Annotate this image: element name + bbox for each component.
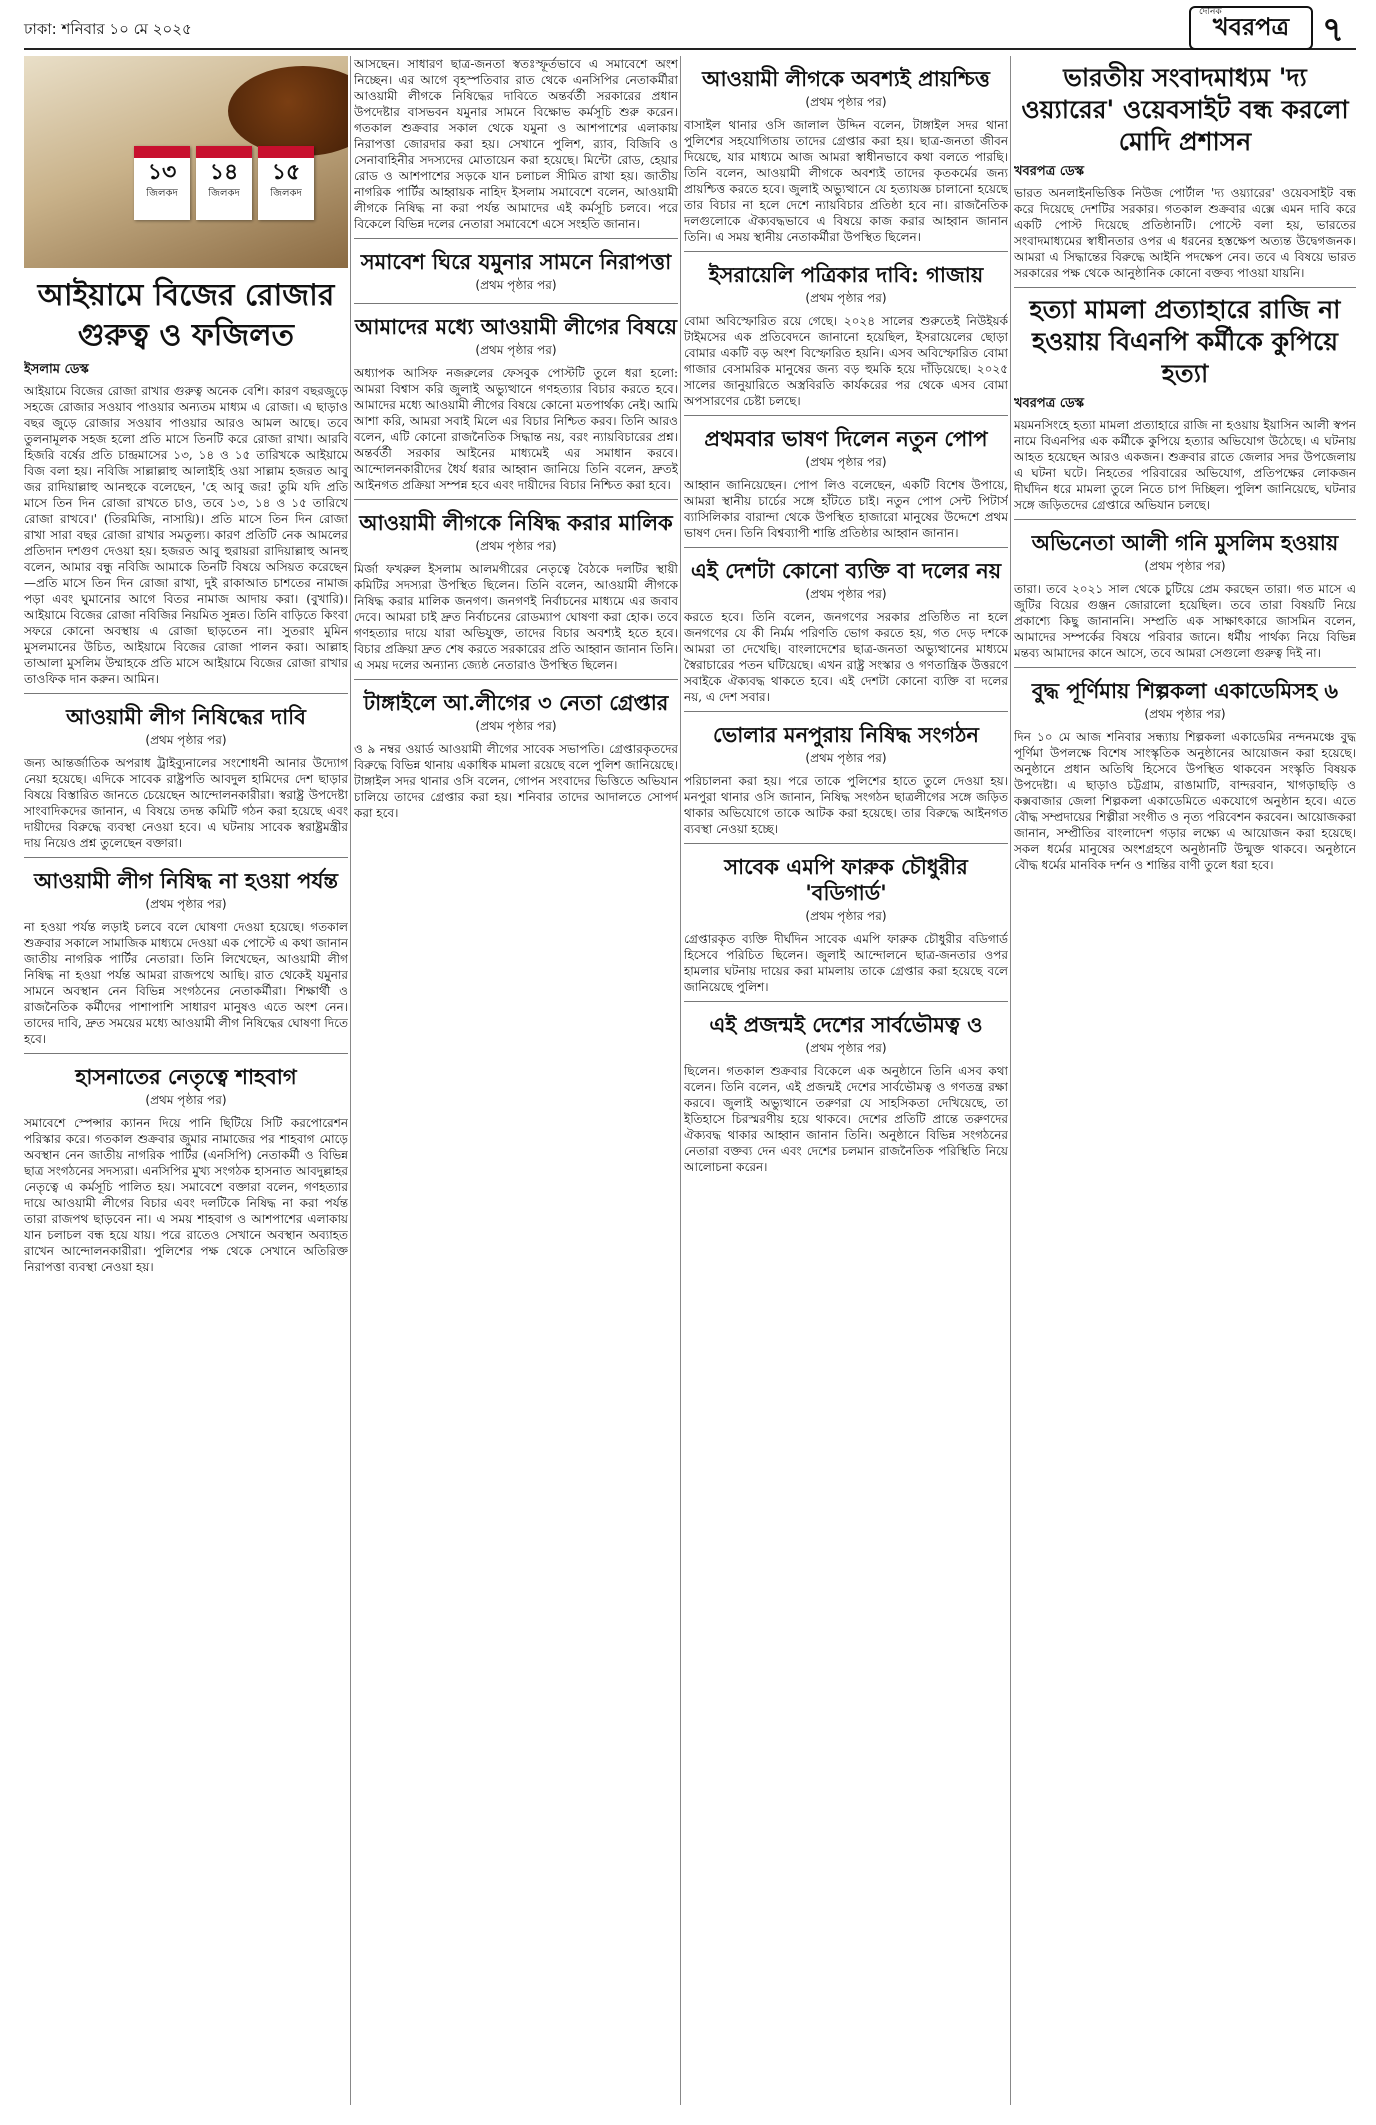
paper-logo — [1189, 6, 1313, 50]
headline: আওয়ামী লীগ নিষিদ্ধের দাবি — [66, 704, 306, 729]
headline: হত্যা মামলা প্রত্যাহারে রাজি না হওয়ায় বিএনপি কর্মীকে কুপিয়ে হত্যা — [1029, 295, 1341, 388]
desk-credit: খবরপত্র ডেস্ক — [1014, 164, 1085, 179]
calendar-page — [196, 146, 252, 220]
article-body: করতে হবে। তিনি বলেন, জনগণের সরকার প্রতিষ্ঠিত না হলে জনগণের যে কী নির্মম পরিণতি ভোগ করতে হয়, গত দেড় দশকে আমরা তা দেখেছি। বাংলাদেশের ছাত্র-জনতা অভ্যুত্থানের মাধ্যমে স্বৈরাচারের পতন ঘটিয়েছে। এখন রাষ্ট্র সংস্কার ও গণতান্ত্রিক উত্তরণে সবাইকে ঐক্যবদ্ধ থাকতে হবে। এই দেশটা কোনো ব্যক্তি বা দলের নয়, এ দেশ সবার। — [684, 610, 1008, 704]
article-body: মির্জা ফখরুল ইসলাম আলমগীরের নেতৃত্বে বৈঠকে দলটির স্থায়ী কমিটির সদস্যরা উপস্থিত ছিলেন। তিনি বলেন, আওয়ামী লীগকে নিষিদ্ধ করার মালিক জনগণ। জনগণই নির্বাচনের মাধ্যমে এর জবাব দেবে। আমরা চাই দ্রুত নির্বাচনের রোডম্যাপ ঘোষণা করা হোক। তবে গণহত্যার দায়ে যারা অভিযুক্ত, তাদের বিচার অবশ্যই হতে হবে। বিচার প্রক্রিয়া দ্রুত শেষ করতে সরকারের প্রতি আহ্বান জানান তিনি। এ সময় দলের অন্যান্য জ্যেষ্ঠ নেতারাও উপস্থিত ছিলেন। — [354, 562, 678, 672]
column-3 — [684, 56, 1008, 2105]
calendar-date: ১৪ — [209, 160, 239, 185]
jump-line: (প্রথম পৃষ্ঠার পর) — [805, 1041, 887, 1055]
jump-line: (প্রথম পৃষ্ঠার পর) — [1144, 707, 1226, 721]
jump-line: (প্রথম পৃষ্ঠার পর) — [805, 291, 887, 305]
article-divider — [24, 1053, 348, 1054]
article-divider — [354, 679, 678, 680]
article-divider — [24, 857, 348, 858]
article-body: ভারত অনলাইনভিত্তিক নিউজ পোর্টাল 'দ্য ওয়্যারের' ওয়েবসাইট বন্ধ করে দিয়েছে দেশটির সরকার। গতকাল শুক্রবার এক্সে এমন দাবি করে একটি পোস্ট দিয়েছে প্রতিষ্ঠানটি। পোস্টে বলা হয়, ভারতের সংবাদমাধ্যমের স্বাধীনতার ওপর এ ধরনের হস্তক্ষেপ অত্যন্ত উদ্বেগজনক। আমরা এ সিদ্ধান্তের বিরুদ্ধে আইনি পদক্ষেপ নেব। তবে এ বিষয়ে ভারত সরকারের পক্ষ থেকে আনুষ্ঠানিক কোনো বক্তব্য পাওয়া যায়নি। — [1014, 186, 1356, 280]
article-body: সমাবেশে স্পেন্সার ক্যানন দিয়ে পানি ছিটিয়ে সিটি করপোরেশন পরিস্কার করে। গতকাল শুক্রবার জুমার নামাজের পর শাহবাগ মোড়ে অবস্থান নেন জাতীয় নাগরিক পার্টির (এনসিপি) নেতাকর্মী ও বিভিন্ন ছাত্র সংগঠনের সদস্যরা। এনসিপির মুখ্য সংগঠক হাসনাত আবদুল্লাহর নেতৃত্বে এ কর্মসূচি পালিত হয়। সমাবেশে বক্তারা বলেন, গণহত্যার দায়ে আওয়ামী লীগের বিচার এবং দলটিকে নিষিদ্ধ না করা পর্যন্ত তারা রাজপথ ছাড়বেন না। এ সময় শাহবাগ ও আশপাশের এলাকায় যান চলাচল বন্ধ হয়ে যায়। পরে রাতেও সেখানে অবস্থান অব্যাহত রাখেন আন্দোলনকারীরা। পুলিশের পক্ষ থেকে সেখানে অতিরিক্ত নিরাপত্তা ব্যবস্থা নেওয়া হয়। — [24, 1116, 348, 1274]
column-1 — [24, 56, 348, 2105]
article-divider — [684, 415, 1008, 416]
article-body: আহ্বান জানিয়েছেন। পোপ লিও বলেছেন, একটি বিশেষ উপায়ে, আমরা স্থানীয় চার্চের সঙ্গে হাঁটতে চাই। নতুন পোপ সেন্ট পিটার্স ব্যাসিলিকার বারান্দা থেকে উপস্থিত হাজারো মানুষের উদ্দেশে প্রথম ভাষণ দেন। তিনি বিশ্বব্যাপী শান্তি প্রতিষ্ঠার আহ্বান জানান। — [684, 478, 1008, 540]
column-divider — [350, 56, 351, 2105]
headline: আওয়ামী লীগ নিষিদ্ধ না হওয়া পর্যন্ত — [34, 868, 338, 893]
headline: ভোলার মনপুরায় নিষিদ্ধ সংগঠন — [713, 722, 979, 747]
article-body: বোমা অবিস্ফোরিত রয়ে গেছে। ২০২৪ সালের শুরুতেই নিউইয়র্ক টাইমসের এক প্রতিবেদনে জানানো হয়েছিল, ইসরায়েলের ছোড়া বোমার একটি বড় অংশ বিস্ফোরিত হয়নি। এসব অবিস্ফোরিত বোমা গাজার বেসামরিক মানুষের জন্য বড় হুমকি হয়ে দাঁড়িয়েছে। ২০২৫ সালের জানুয়ারিতে অস্ত্রবিরতি কার্যকরের পর থেকে এসব বোমা অপসারণের চেষ্টা চলছে। — [684, 314, 1008, 408]
jump-line: (প্রথম পৃষ্ঠার পর) — [805, 909, 887, 923]
article-divider — [684, 547, 1008, 548]
calendar-date: ১৩ — [147, 160, 177, 185]
dates-bowl-image — [228, 66, 348, 156]
headline: এই প্রজন্মই দেশের সার্বভৌমত্ব ও — [709, 1012, 983, 1037]
jump-line: (প্রথম পৃষ্ঠার পর) — [145, 1093, 227, 1107]
article-divider — [354, 499, 678, 500]
jump-line: (প্রথম পৃষ্ঠার পর) — [805, 587, 887, 601]
date-line: ঢাকা: শনিবার ১০ মে ২০২৫ — [24, 20, 192, 38]
article-body: জন্য আন্তর্জাতিক অপরাধ ট্রাইব্যুনালের সংশোধনী আনার উদ্যোগ নেয়া হয়েছে। এদিকে সাবেক রাষ্ট্রপতি আবদুল হামিদের দেশ ছাড়ার বিষয়ে বিস্তারিত জানতে চেয়েছেন আন্দোলনকারীরা। স্বরাষ্ট্র উপদেষ্টা সাংবাদিকদের জানান, এ বিষয়ে তদন্ত কমিটি গঠন করা হয়েছে এবং দায়ীদের বিরুদ্ধে ব্যবস্থা নেওয়া হবে। এ ঘটনায় সাবেক স্বরাষ্ট্রমন্ত্রীর দায় নিয়েও প্রশ্ন তুলেছেন বক্তারা। — [24, 756, 348, 850]
article-body: বাসাইল থানার ওসি জালাল উদ্দিন বলেন, টাঙ্গাইল সদর থানা পুলিশের সহযোগিতায় তাদের গ্রেপ্তার করা হয়। ছাত্র-জনতা জীবন দিয়েছে, যার মাধ্যমে আজ আমরা স্বাধীনভাবে কথা বলতে পারছি। তিনি বলেন, আওয়ামী লীগকে অবশ্যই তাদের কৃতকর্মের জন্য প্রায়শ্চিত্ত করতে হবে। জুলাই অভ্যুত্থানে যে হত্যাযজ্ঞ চালানো হয়েছে তার বিচার না হলে দেশে ন্যায়বিচার প্রতিষ্ঠা হবে না। রাজনৈতিক দলগুলোকে ঐক্যবদ্ধভাবে এ বিষয়ে কাজ করার আহ্বান জানান তিনি। এ সময় স্থানীয় নেতাকর্মীরা উপস্থিত ছিলেন। — [684, 118, 1008, 244]
calendar-page — [258, 146, 314, 220]
jump-line: (প্রথম পৃষ্ঠার পর) — [1144, 559, 1226, 573]
article-body: আসছেন। সাধারণ ছাত্র-জনতা স্বতঃস্ফূর্তভাবে এ সমাবেশে অংশ নিচ্ছেন। এর আগে বৃহস্পতিবার রাত থেকে এনসিপির নেতাকর্মীরা আওয়ামী লীগকে নিষিদ্ধের দাবিতে অন্তর্বর্তী সরকারের প্রধান উপদেষ্টার বাসভবন যমুনার সামনে বিক্ষোভ কর্মসূচি শুরু করেন। গতকাল শুক্রবার সকাল থেকে যমুনা ও আশপাশের এলাকায় নিরাপত্তা জোরদার করা হয়। সেখানে পুলিশ, র‌্যাব, বিজিবি ও সেনাবাহিনীর সদস্যদের মোতায়েন করা হয়েছে। মিন্টো রোড, হেয়ার রোড ও আশপাশের সড়কে যান চলাচল সীমিত রাখা হয়। জাতীয় নাগরিক পার্টির আহ্বায়ক নাহিদ ইসলাম সমাবেশে বলেন, আওয়ামী লীগকে নিষিদ্ধ না করা পর্যন্ত আমাদের এই কর্মসূচি চলবে। পরে বিকেলে বিভিন্ন দলের নেতারা সমাবেশে এসে সংহতি জানান। — [354, 57, 678, 231]
headline: আইয়ামে বিজের রোজার গুরুত্ব ও ফজিলত — [37, 278, 335, 353]
column-2 — [354, 56, 678, 2105]
headline: আওয়ামী লীগকে অবশ্যই প্রায়শ্চিত্ত — [702, 66, 990, 91]
article-divider — [684, 251, 1008, 252]
column-4 — [1014, 56, 1356, 2105]
masthead — [24, 4, 1356, 50]
jump-line: (প্রথম পৃষ্ঠার পর) — [475, 343, 557, 357]
jump-line: (প্রথম পৃষ্ঠার পর) — [145, 897, 227, 911]
article-body: পরিচালনা করা হয়। পরে তাকে পুলিশের হাতে তুলে দেওয়া হয়। মনপুরা থানার ওসি জানান, নিষিদ্ধ সংগঠন ছাত্রলীগের সঙ্গে জড়িত থাকার অভিযোগে তাকে আটক করা হয়েছে। তার বিরুদ্ধে আইনগত ব্যবস্থা নেওয়া হচ্ছে। — [684, 774, 1008, 836]
article-divider — [354, 238, 678, 239]
article-body: অধ্যাপক আসিফ নজরুলের ফেসবুক পোস্টটি তুলে ধরা হলো: আমরা বিশ্বাস করি জুলাই অভ্যুত্থানে গণহত্যার বিচার করতে হবে। আমাদের মধ্যে আওয়ামী লীগের বিষয়ে কোনো মতপার্থক্য নেই। আমি আশা করি, আমরা সবাই মিলে এর বিচার নিশ্চিত করব। তিনি আরও বলেন, এটি কোনো রাজনৈতিক সিদ্ধান্ত নয়, বরং ন্যায়বিচারের প্রশ্ন। অন্তর্বর্তী সরকার আইনের মাধ্যমেই এর সমাধান করবে। আন্দোলনকারীদের ধৈর্য ধরার আহ্বান জানিয়ে তিনি বলেন, দ্রুতই আইনগত প্রক্রিয়া সম্পন্ন হবে এবং দায়ীদের বিচার নিশ্চিত করা হবে। — [354, 366, 678, 492]
headline: সমাবেশ ঘিরে যমুনার সামনে নিরাপত্তা — [360, 249, 672, 274]
calendar-date: ১৫ — [271, 160, 301, 185]
article-divider — [1014, 519, 1356, 520]
desk-credit: খবরপত্র ডেস্ক — [1014, 396, 1085, 411]
article-divider — [684, 711, 1008, 712]
article-divider — [354, 303, 678, 304]
calendar-month: জিলকদ — [146, 188, 178, 199]
article-divider — [1014, 287, 1356, 288]
article-body: ময়মনসিংহে হত্যা মামলা প্রত্যাহারে রাজি না হওয়ায় ইয়াসিন আলী স্বপন নামে বিএনপির এক কর্মীকে কুপিয়ে হত্যার অভিযোগ উঠেছে। এ ঘটনায় আহত হয়েছেন আরও একজন। শুক্রবার রাতে জেলার সদর উপজেলায় এ ঘটনা ঘটে। নিহতের পরিবারের অভিযোগ, প্রতিপক্ষের লোকজন দীর্ঘদিন ধরে মামলা তুলে নিতে চাপ দিচ্ছিল। পুলিশ জানিয়েছে, ঘটনার সঙ্গে জড়িতদের গ্রেপ্তারে অভিযান চলছে। — [1014, 418, 1356, 512]
headline: টাঙ্গাইলে আ.লীগের ৩ নেতা গ্রেপ্তার — [363, 690, 669, 715]
article-body: গ্রেপ্তারকৃত ব্যক্তি দীর্ঘদিন সাবেক এমপি ফারুক চৌধুরীর বডিগার্ড হিসেবে পরিচিত ছিলেন। জুলাই আন্দোলনে ছাত্র-জনতার ওপর হামলার ঘটনায় দায়ের করা মামলায় তাকে গ্রেপ্তার করা হয়েছে বলে জানিয়েছে পুলিশ। — [684, 932, 1008, 994]
article-body: না হওয়া পর্যন্ত লড়াই চলবে বলে ঘোষণা দেওয়া হয়েছে। গতকাল শুক্রবার সকালে সামাজিক মাধ্যমে দেওয়া এক পোস্টে এ কথা জানান জাতীয় নাগরিক পার্টির নেতারা। তিনি লিখেছেন, আওয়ামী লীগ নিষিদ্ধ না হওয়া পর্যন্ত আমরা রাজপথে আছি। রাত থেকেই যমুনার সামনে অবস্থান নেন বিভিন্ন সংগঠনের নেতাকর্মীরা। শিক্ষার্থী ও রাজনৈতিক কর্মীদের পাশাপাশি সাধারণ মানুষও এতে অংশ নেন। তাদের দাবি, দ্রুত সময়ের মধ্যে আওয়ামী লীগ নিষিদ্ধের ঘোষণা দিতে হবে। — [24, 920, 348, 1046]
headline: প্রথমবার ভাষণ দিলেন নতুন পোপ — [704, 426, 988, 451]
headline: সাবেক এমপি ফারুক চৌধুরীর 'বডিগার্ড' — [724, 854, 968, 905]
column-divider — [680, 56, 681, 2105]
column-divider — [1010, 56, 1011, 2105]
jump-line: (প্রথম পৃষ্ঠার পর) — [805, 751, 887, 765]
jump-line: (প্রথম পৃষ্ঠার পর) — [805, 95, 887, 109]
jump-line: (প্রথম পৃষ্ঠার পর) — [145, 733, 227, 747]
article-divider — [684, 1001, 1008, 1002]
jump-line: (প্রথম পৃষ্ঠার পর) — [475, 278, 557, 292]
headline: হাসনাতের নেতৃত্বে শাহবাগ — [75, 1064, 297, 1089]
calendar-month: জিলকদ — [270, 188, 302, 199]
desk-credit: ইসলাম ডেস্ক — [24, 362, 89, 377]
article-body: দিন ১০ মে আজ শনিবার সন্ধ্যায় শিল্পকলা একাডেমির নন্দনমঞ্চে বুদ্ধ পূর্ণিমা উপলক্ষে বিশেষ সাংস্কৃতিক অনুষ্ঠানের আয়োজন করা হয়েছে। অনুষ্ঠানে প্রধান অতিথি হিসেবে উপস্থিত থাকবেন সংস্কৃতি বিষয়ক উপদেষ্টা। এ ছাড়াও চট্টগ্রাম, রাঙামাটি, বান্দরবান, খাগড়াছড়ি ও কক্সবাজার জেলা শিল্পকলা একাডেমিতে একযোগে অনুষ্ঠান হবে। এতে বৌদ্ধ সম্প্রদায়ের শিল্পীরা সংগীত ও নৃত্য পরিবেশন করবেন। আয়োজকরা জানান, সম্প্রীতির বাংলাদেশ গড়ার লক্ষ্যে এ আয়োজন করা হয়েছে। সকল ধর্মের মানুষের অংশগ্রহণে অনুষ্ঠানটি উন্মুক্ত থাকবে। অনুষ্ঠানে বৌদ্ধ ধর্মের মানবিক দর্শন ও শান্তির বাণী তুলে ধরা হবে। — [1014, 730, 1356, 872]
headline: ইসরায়েলি পত্রিকার দাবি: গাজায় — [708, 262, 984, 287]
jump-line: (প্রথম পৃষ্ঠার পর) — [475, 719, 557, 733]
article-body: তারা। তবে ২০২১ সাল থেকে চুটিয়ে প্রেম করছেন তারা। গত মাসে এ জুটির বিয়ের গুঞ্জন জোরালো হয়েছিল। তবে তারা বিষয়টি নিয়ে প্রকাশ্যে কিছু জানাননি। সম্প্রতি এক সাক্ষাৎকারে জাসমিন বলেন, আমাদের সম্পর্কের বিষয়ে পরিবার জানে। ধর্মীয় পার্থক্য নিয়ে বিভিন্ন মন্তব্য আমাদের কানে আসে, তবে আমরা সেগুলো গুরুত্ব দিই না। — [1014, 582, 1356, 660]
ramadan-calendar-photo — [24, 56, 348, 268]
paper-prefix: দৈনিক — [1199, 7, 1222, 17]
article-body: আইয়ামে বিজের রোজা রাখার গুরুত্ব অনেক বেশি। কারণ বছরজুড়ে সহজে রোজার সওয়াব পাওয়ার অন্যতম মাধ্যম এ রোজা। এ ছাড়াও বছর জুড়ে রোজার সওয়াব পাওয়ার আরও আমল আছে। তবে তুলনামূলক সহজ হলো প্রতি মাসে তিনটি করে রোজা রাখা। আরবি হিজরি বর্ষের প্রতি চান্দ্রমাসের ১৩, ১৪ ও ১৫ তারিখকে আইয়ামে বিজ বলা হয়। নবিজি সাল্লাল্লাহু আলাইহি ওয়া সাল্লাম হজরত আবু জর রাদিয়াল্লাহু আনহুকে বলেছেন, 'হে আবু জর! তুমি যদি প্রতি মাসে তিন দিন রোজা রাখতে চাও, তবে ১৩, ১৪ ও ১৫ তারিখে রোজা রাখবে।' (তিরমিজি, নাসায়ি)। প্রতি মাসে তিন দিন রোজা রাখা সারা বছর রোজা রাখার সমতুল্য। কারণ প্রতিটি নেক আমলের প্রতিদান দশগুণ দেওয়া হয়। হজরত আবু হুরায়রা রাদিয়াল্লাহু আনহু বলেন, আমার বন্ধু নবিজি আমাকে তিনটি বিষয়ে অসিয়ত করেছেন—প্রতি মাসে তিন দিন রোজা রাখা, দুই রাকাআত চাশতের নামাজ পড়া এবং ঘুমানোর আগে বিতর নামাজ আদায় করা। (বুখারি)। আইয়ামে বিজের রোজা নবিজির নিয়মিত সুন্নত। তিনি বাড়িতে কিংবা সফরে কোনো অবস্থায় এ রোজা ছাড়তেন না। সুতরাং মুমিন মুসলমানের উচিত, আইয়ামে বিজের রোজা পালন করা। আল্লাহ তাআলা মুসলিম উম্মাহকে প্রতি মাসে আইয়ামে বিজের রোজা রাখার তাওফিক দান করুন। আমিন। — [24, 384, 348, 686]
article-divider — [684, 843, 1008, 844]
article-body: ও ৯ নম্বর ওয়ার্ড আওয়ামী লীগের সাবেক সভাপতি। গ্রেপ্তারকৃতদের বিরুদ্ধে বিভিন্ন থানায় একাধিক মামলা রয়েছে বলে পুলিশ জানিয়েছে। টাঙ্গাইল সদর থানার ওসি বলেন, গোপন সংবাদের ভিত্তিতে অভিযান চালিয়ে তাদের গ্রেপ্তার করা হয়। শনিবার তাদের আদালতে সোপর্দ করা হবে। — [354, 742, 678, 820]
headline: এই দেশটা কোনো ব্যক্তি বা দলের নয় — [690, 558, 1002, 583]
paper-name: খবরপত্র — [1212, 13, 1290, 41]
calendar-page — [134, 146, 190, 220]
headline: অভিনেতা আলী গনি মুসলিম হওয়ায় — [1031, 530, 1339, 555]
headline: আওয়ামী লীগকে নিষিদ্ধ করার মালিক — [359, 510, 673, 535]
article-body: ছিলেন। গতকাল শুক্রবার বিকেলে এক অনুষ্ঠানে তিনি এসব কথা বলেন। তিনি বলেন, এই প্রজন্মই দেশের সার্বভৌমত্ব ও গণতন্ত্র রক্ষা করবে। জুলাই অভ্যুত্থানে তরুণরা যে সাহসিকতা দেখিয়েছে, তা ইতিহাসে চিরস্মরণীয় হয়ে থাকবে। দেশের প্রতিটি প্রান্তে তরুণদের ঐক্যবদ্ধ থাকার আহ্বান জানান তিনি। অনুষ্ঠানে বিভিন্ন সংগঠনের নেতারা বক্তব্য দেন এবং দেশের চলমান রাজনৈতিক পরিস্থিতি নিয়ে আলোচনা করেন। — [684, 1064, 1008, 1174]
article-divider — [1014, 667, 1356, 668]
headline: আমাদের মধ্যে আওয়ামী লীগের বিষয়ে — [354, 314, 678, 339]
jump-line: (প্রথম পৃষ্ঠার পর) — [805, 455, 887, 469]
calendar-month: জিলকদ — [208, 188, 240, 199]
page-number: ৭ — [1322, 10, 1345, 50]
jump-line: (প্রথম পৃষ্ঠার পর) — [475, 539, 557, 553]
headline: বুদ্ধ পূর্ণিমায় শিল্পকলা একাডেমিসহ ৬ — [1031, 678, 1339, 703]
headline: ভারতীয় সংবাদমাধ্যম 'দ্য ওয়্যারের' ওয়েবসাইট বন্ধ করলো মোদি প্রশাসন — [1021, 63, 1349, 156]
article-divider — [24, 693, 348, 694]
